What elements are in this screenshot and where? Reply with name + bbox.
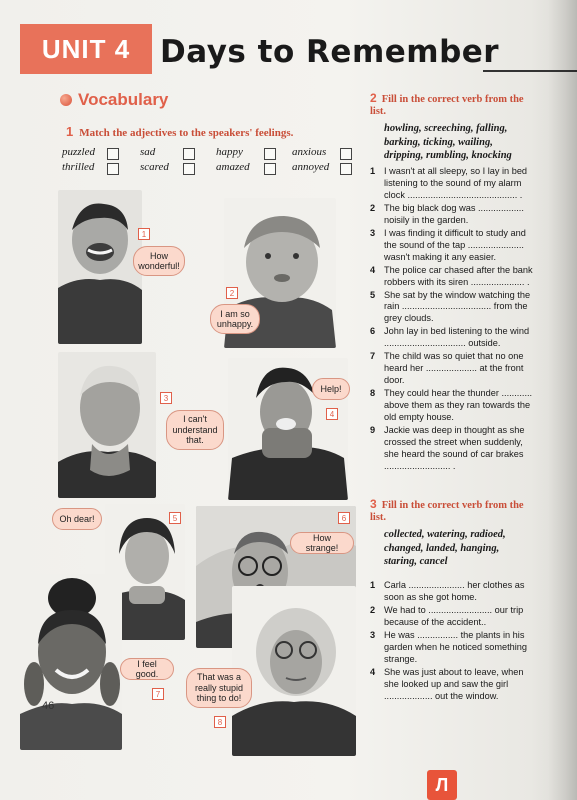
exercise-3-item: 1 Carla ...................... her clothes as soon as she got home. (370, 580, 525, 602)
exercise-2-item: 6 John lay in bed listening to the wind ................................ outside. (370, 326, 530, 349)
adjective-amazed: amazed (216, 161, 250, 173)
checkbox-thrilled[interactable] (107, 163, 119, 175)
exercise-1-title (66, 124, 293, 139)
exercise-3-item: 3 He was ................ the plants in his garden when he noticed something strange. (370, 629, 528, 664)
exercise-2-items (370, 166, 534, 474)
checkbox-happy[interactable] (264, 148, 276, 160)
adjective-scared: scared (140, 161, 169, 173)
exercise-3-item: 4 She was just about to leave, when she looked up and saw the girl ................... out the window. (370, 666, 524, 701)
exercise-2-item: 3 I was finding it difficult to study and the sound of the tap ...................... wasn't making it any easier. (370, 227, 526, 262)
photo-annoyed-woman (232, 586, 356, 756)
exercise-1-number: 1 (66, 124, 74, 139)
checkbox-sad[interactable] (183, 148, 195, 160)
speech-bubble-7: I feel good. (120, 658, 174, 680)
adjective-sad: sad (140, 146, 156, 158)
photo-number-4: 4 (326, 408, 338, 420)
exercise-3-title: 3 Fill in the correct verb from the list. (370, 497, 524, 524)
exercise-3-items (370, 580, 534, 704)
unit-label: UNIT 4 (20, 24, 152, 74)
adjective-annoyed: annoyed (292, 161, 330, 173)
exercise-2-item: 4 The police car chased after the bank robbers with its siren ..................... . (370, 264, 533, 287)
photo-number-2: 2 (226, 287, 238, 299)
exercise-3-word-list: collected, watering, radioed, changed, landed, hanging, staring, cancel (384, 529, 506, 568)
photo-number-5: 5 (169, 512, 181, 524)
exercise-2-title: 2 Fill in the correct verb from the list. (370, 91, 524, 118)
page-title: Days to Remember (160, 34, 500, 70)
photo-number-8: 8 (214, 716, 226, 728)
exercise-2-item: 9 Jackie was deep in thought as she crossed the street when suddenly, she heard the sound of car brakes .......................... . (370, 425, 525, 471)
speech-bubble-3: I can't understand that. (166, 410, 224, 450)
exercise-2-item: 5 She sat by the window watching the rain ................................... from the grey clouds. (370, 289, 531, 324)
checkbox-scared[interactable] (183, 163, 195, 175)
exercise-2-item: 2 The big black dog was .................. noisily in the garden. (370, 202, 524, 225)
speech-bubble-4: Help! (312, 378, 350, 400)
publisher-logo-icon: Л (427, 770, 457, 800)
page-spine-shadow (548, 0, 577, 800)
adjective-happy: happy (216, 146, 243, 158)
speech-bubble-2: I am so unhappy. (210, 304, 260, 334)
exercise-2-item: 8 They could hear the thunder ............ above them as they ran towards the old empty house. (370, 388, 533, 423)
checkbox-anxious[interactable] (340, 148, 352, 160)
photo-old-man (58, 352, 156, 498)
page-number: 46 (42, 700, 55, 712)
photo-number-7: 7 (152, 688, 164, 700)
checkbox-amazed[interactable] (264, 163, 276, 175)
exercise-3-item: 2 We had to ......................... our trip because of the accident.. (370, 604, 524, 627)
photo-laughing-man (58, 190, 142, 344)
photo-number-3: 3 (160, 392, 172, 404)
photo-smiling-girl (20, 574, 122, 750)
exercise-2-word-list: howling, screeching, falling, barking, ticking, wailing, dripping, rumbling, knocking (384, 123, 512, 162)
checkbox-annoyed[interactable] (340, 163, 352, 175)
speech-bubble-6: How strange! (290, 532, 354, 554)
checkbox-puzzled[interactable] (107, 148, 119, 160)
exercise-2-item: 7 The child was so quiet that no one heard her .................... at the front door. (370, 351, 524, 386)
adjective-anxious: anxious (292, 146, 327, 158)
exercise-1-instruction: Match the adjectives to the speakers' feelings. (79, 127, 294, 139)
adjective-puzzled: puzzled (62, 146, 95, 158)
speech-bubble-8: That was a really stupid thing to do! (186, 668, 252, 708)
speech-bubble-5: Oh dear! (52, 508, 102, 530)
adjective-thrilled: thrilled (62, 161, 95, 173)
section-heading: Vocabulary (78, 90, 169, 109)
speech-bubble-1: How wonderful! (133, 246, 185, 276)
exercise-2-item: 1 I wasn't at all sleepy, so I lay in bed listening to the sound of my alarm clock ........................................... . (370, 166, 528, 200)
photo-number-1: 1 (138, 228, 150, 240)
photo-number-6: 6 (338, 512, 350, 524)
